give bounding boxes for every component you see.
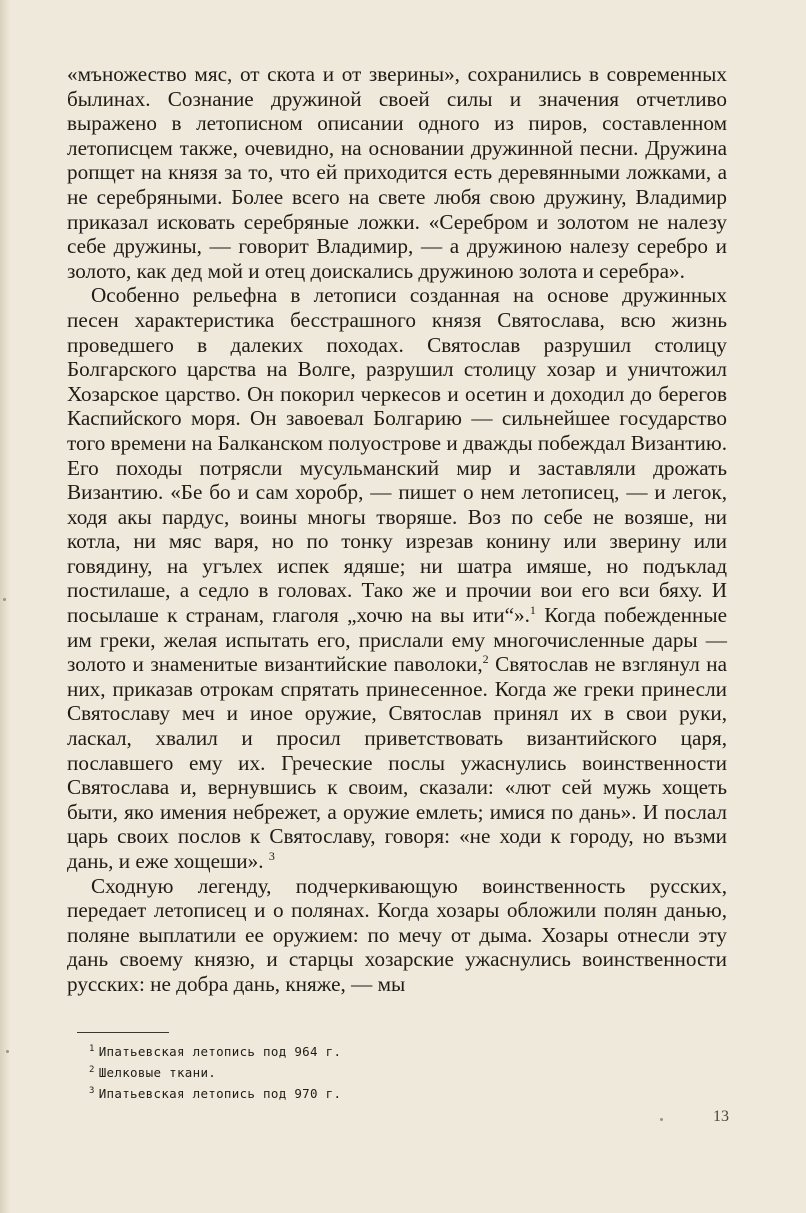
footnote-2 [89,1062,689,1083]
footnote-ref-3[interactable]: 3 [268,848,275,863]
paragraph-2-text-b: Когда побежденные им греки, желая испытать его, прислали ему многочисленные дары — золото и знаменитые византийские паволоки, [67,603,727,677]
paper-speck [660,1118,663,1121]
footnote-number: 1 [89,1043,95,1054]
paragraph-2 [67,283,727,873]
paragraph-2-text-a: Особенно рельефна в летописи созданная на основе дружинных песен характеристика бесстрашного князя Святослава, всю жизнь проведшего в далеких походах. Святослав разрушил столицу Болгарского царства на Волге, разрушил столицу хозар и уничтожил Хозарское царство. Он покорил черкесов и осетин и доходил до берегов Каспийского моря. Он завоевал Болгарию — сильнейшее государство того времени на Балканском полуострове и дважды побеждал Византию. Его походы потрясли мусульманский мир и заставляли дрожать Византию. «Бе бо и сам хоробр, — пишет о нем летописец, — и легок, ходя акы пардус, воины многы творяше. Воз по себе не возяше, ни котла, ни мяс варя, но по тонку изрезав конину или зверину или говядину, на угълех испек ядяше; ни шатра имяше, но подъклад постилаше, а седло в головах. Тако же и прочии вои его вси бяху. И посылаше к странам, глаголя „хочю на вы ити“». [67,283,727,628]
paper-speck [6,1050,9,1053]
page-number: 13 [713,1108,729,1125]
footnote-divider [77,1032,169,1033]
footnote-text: Ипатьевская летопись под 964 г. [98,1044,342,1059]
footnote-text: Ипатьевская летопись под 970 г. [98,1086,342,1101]
footnote-1 [89,1041,689,1062]
footnote-ref-2[interactable]: 2 [482,652,489,667]
footnotes [89,1041,689,1104]
footnote-text: Шелковые ткани. [98,1065,217,1080]
paragraph-3 [67,874,727,997]
paper-speck [3,598,6,601]
paragraph-1 [67,62,727,283]
footnote-ref-1[interactable]: 1 [529,603,536,617]
page-spine-shadow [0,0,10,1213]
body-text [67,62,727,997]
footnote-number: 3 [89,1085,95,1096]
paragraph-3-text: Сходную легенду, подчеркивающую воинственность русских, передает летописец и о полянах. Когда хозары обложили полян данью, поляне выплатили ее оружием: по мечу от дыма. Хозары отнесли эту дань своему князю, и старцы хозарские ужаснулись воинственности русских: не добра дань, княже, — мы [67,873,727,996]
paragraph-1-text: «мъножество мяс, от скота и от зверины», сохранились в современных былинах. Сознание дружиной своей силы и значения отчетливо выражено в летописном описании одного из пиров, составленном летописцем также, очевидно, на основании дружинной песни. Дружина ропщет на князя за то, что ей приходится есть деревянными ложками, а не серебряными. Более всего на свете любя свою дружину, Владимир приказал исковать серебряные ложки. «Серебром и золотом не налезу себе дружины, — говорит Владимир, — а дружиною налезу серебро и золото, как дед мой и отец доискались дружиною золота и серебра». [67,62,727,283]
footnote-number: 2 [89,1064,95,1075]
footnote-3 [89,1083,689,1104]
paragraph-2-text-c: Святослав не взглянул на них, приказав отрокам спрятать принесенное. Когда же греки принесли Святославу меч и иное оружие, Святослав принял их в свои руки, ласкал, хвалил и просил приветствовать византийского царя, пославшего ему их. Греческие послы ужаснулись воинственности Святослава и, вернувшись к своим, сказали: «лют сей мужь хощеть быти, яко имения небрежет, а оружие емлеть; имися по дань». И послал царь своих послов к Святославу, говоря: «не ходи к городу, но възми дань, и еже хощеши». [67,652,727,873]
